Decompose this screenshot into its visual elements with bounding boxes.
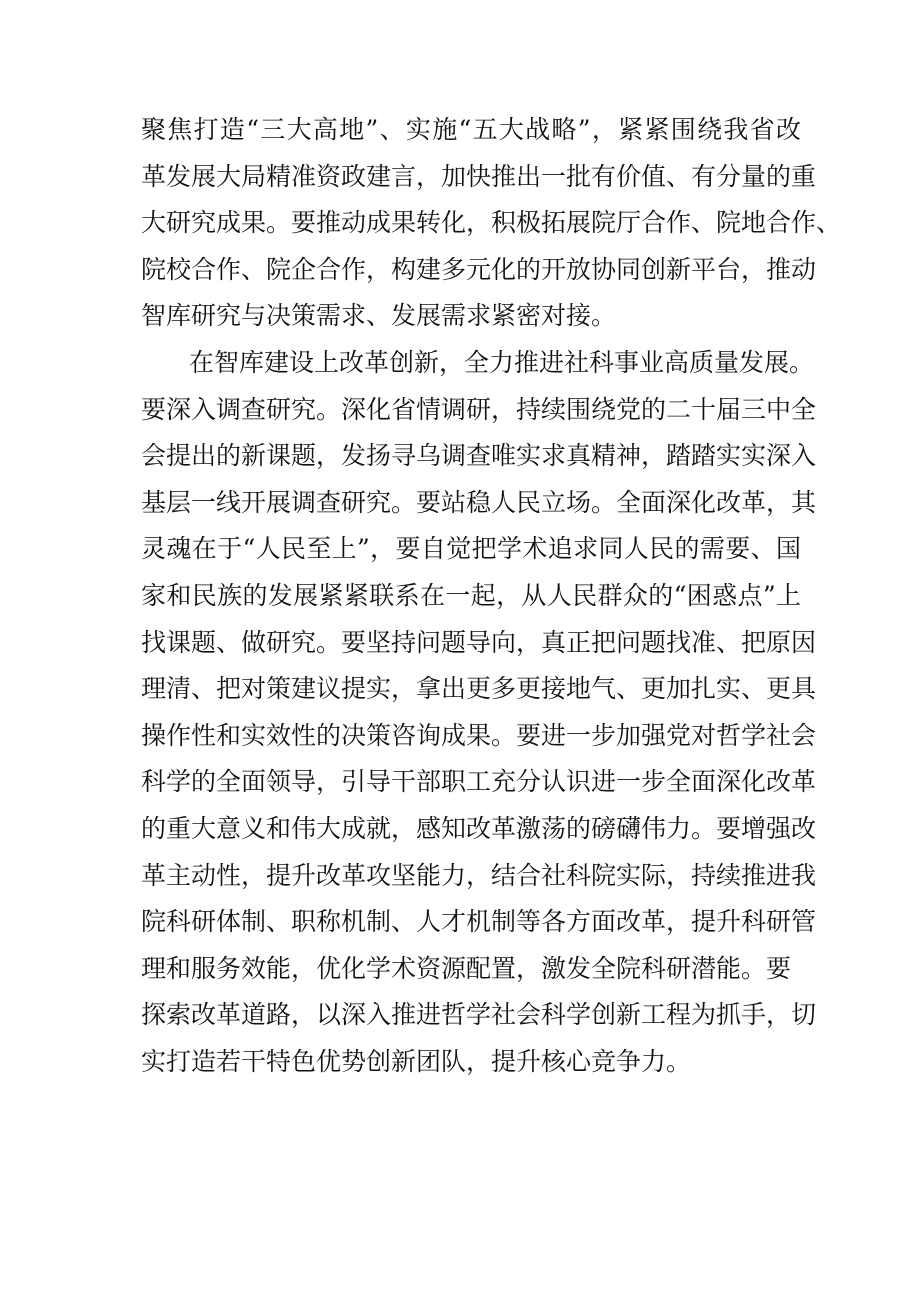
- paragraph-line: 革发展大局精准资政建言，加快推出一批有价值、有分量的重: [141, 161, 817, 191]
- paragraph-line: 院校合作、院企合作，构建多元化的开放协同创新平台，推动: [141, 254, 817, 284]
- paragraph-line: 家和民族的发展紧紧联系在一起，从人民群众的“困惑点”上: [141, 580, 801, 610]
- paragraph-line: 基层一线开展调查研究。要站稳人民立场。全面深化改革，其: [141, 487, 817, 517]
- paragraph-line: 科学的全面领导，引导干部职工充分认识进一步全面深化改革: [141, 767, 817, 797]
- paragraph-line: 理清、把对策建议提实，拿出更多更接地气、更加扎实、更具: [141, 674, 817, 704]
- paragraph-2: [141, 340, 817, 1086]
- paragraph-line: 的重大意义和伟大成就，感知改革激荡的磅礴伟力。要增强改: [141, 813, 817, 843]
- paragraph-line: 大研究成果。要推动成果转化，积极拓展院厅合作、院地合作、: [141, 208, 842, 238]
- paragraph-line: 找课题、做研究。要坚持问题导向，真正把问题找准、把原因: [141, 627, 817, 657]
- paragraph-line: 要深入调查研究。深化省情调研，持续围绕党的二十届三中全: [141, 394, 817, 424]
- paragraph-line: 院科研体制、职称机制、人才机制等各方面改革，提升科研管: [141, 907, 817, 937]
- paragraph-line: 操作性和实效性的决策咨询成果。要进一步加强党对哲学社会: [141, 720, 817, 750]
- paragraph-line: 会提出的新课题，发扬寻乌调查唯实求真精神，踏踏实实深入: [141, 441, 817, 471]
- paragraph-line: 在智库建设上改革创新，全力推进社科事业高质量发展。: [189, 348, 815, 377]
- paragraph-line: 灵魂在于“人民至上”，要自觉把学术追求同人民的需要、国: [141, 534, 801, 564]
- paragraph-line: 智库研究与决策需求、发展需求紧密对接。: [141, 301, 617, 331]
- paragraph-line: 实打造若干特色优势创新团队，提升核心竞争力。: [141, 1046, 692, 1076]
- paragraph-1: [141, 107, 842, 340]
- paragraph-line: 革主动性，提升改革攻坚能力，结合社科院实际，持续推进我: [141, 860, 817, 890]
- paragraph-line: 聚焦打造“三大高地”、实施“五大战略”，紧紧围绕我省改: [141, 115, 801, 144]
- paragraph-line: 理和服务效能，优化学术资源配置，激发全院科研潜能。要: [141, 953, 792, 983]
- paragraph-line: 探索改革道路，以深入推进哲学社会科学创新工程为抓手，切: [141, 1000, 817, 1030]
